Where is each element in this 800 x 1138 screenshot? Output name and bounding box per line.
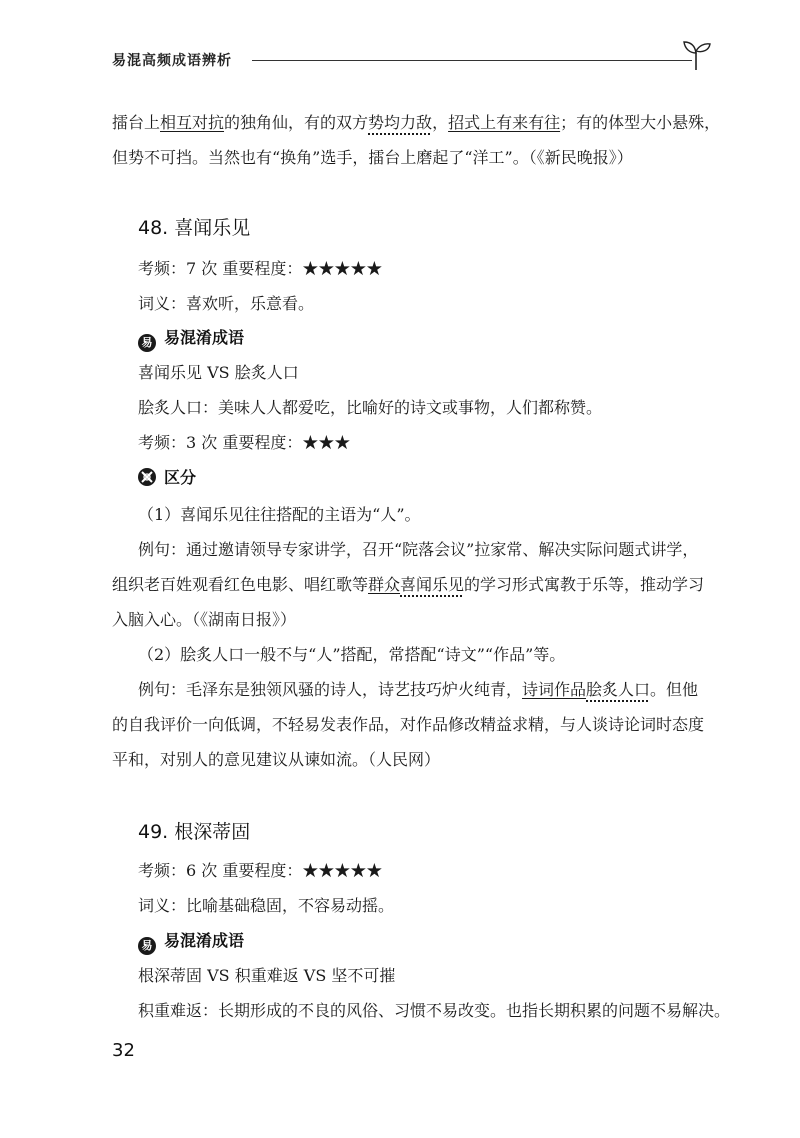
intro-line-1: 擂台上相互对抗的独角仙，有的双方势均力敌，招式上有来有往；有的体型大小悬殊， [112,113,721,132]
entry49-meaning: 词义：比喻基础稳固，不容易动摇。 [138,896,395,915]
entry48-meaning: 词义：喜欢听，乐意看。 [138,294,315,313]
entry48-example-1-line-3: 入脑入心。（《湖南日报》） [112,610,297,629]
entry48-example-1-line-2: 组织老百姓观看红色电影、唱红歌等群众喜闻乐见的学习形式寓教于乐等，推动学习 [112,575,705,594]
intro-line-2: 但势不可挡。当然也有“换角”选手，擂台上磨起了“洋工”。（《新民晚报》） [112,148,633,167]
entry48-frequency: 考频：7 次 重要程度：★★★★★ [138,259,383,278]
entry48-confuse-heading: 易 易混淆成语 [138,327,244,349]
entry48-example-2-line-3: 平和，对别人的意见建议从谏如流。（人民网） [112,750,441,769]
entry48-example-2-line-1: 例句：毛泽东是独领风骚的诗人，诗艺技巧炉火纯青，诗词作品脍炙人口。但他 [138,680,699,699]
entry48-point-2: （2）脍炙人口一般不与“人”搭配，常搭配“诗文”“作品”等。 [138,645,566,664]
underlined-phrase: 招式上有来有往 [448,113,561,132]
confuse-badge-icon: 易 [138,334,156,352]
importance-stars: ★★★★★ [302,259,383,278]
target-idiom: 脍炙人口 [586,680,651,699]
target-idiom: 喜闻乐见 [400,575,465,594]
entry-title-49: 49. 根深蒂固 [138,821,251,843]
sprout-icon [680,38,712,70]
entry49-frequency: 考频：6 次 重要程度：★★★★★ [138,861,383,880]
underlined-phrase: 相互对抗 [160,113,225,132]
entry48-point-1: （1）喜闻乐见往往搭配的主语为“人”。 [138,505,421,524]
running-header [112,38,712,74]
entry49-pair: 根深蒂固 VS 积重难返 VS 坚不可摧 [138,966,396,985]
page-number: 32 [112,1040,135,1061]
entry48-diff-heading: 区分 [138,467,196,489]
entry48-pair: 喜闻乐见 VS 脍炙人口 [138,363,299,382]
underlined-phrase: 群众 [368,575,401,594]
confuse-badge-icon: 易 [138,937,156,955]
distinguish-badge-icon [138,468,156,486]
entry49-confuse-heading: 易 易混淆成语 [138,930,244,952]
importance-stars: ★★★★★ [302,861,383,880]
importance-stars: ★★★ [302,433,351,452]
target-idiom: 势均力敌 [368,113,433,132]
entry48-alt-frequency: 考频：3 次 重要程度：★★★ [138,433,351,452]
entry-title-48: 48. 喜闻乐见 [138,217,251,239]
underlined-phrase: 诗词作品 [522,680,587,699]
entry49-alt-definition: 积重难返：长期形成的不良的风俗、习惯不易改变。也指长期积累的问题不易解决。 [138,1001,731,1020]
entry48-example-1-line-1: 例句：通过邀请领导专家讲学，召开“院落会议”拉家常、解决实际问题式讲学， [138,540,699,559]
entry48-alt-definition: 脍炙人口：美味人人都爱吃，比喻好的诗文或事物，人们都称赞。 [138,398,603,417]
header-rule [252,60,692,61]
running-header-title: 易混高频成语辨析 [112,53,232,69]
entry48-example-2-line-2: 的自我评价一向低调，不轻易发表作品，对作品修改精益求精，与人谈诗论词时态度 [112,715,705,734]
